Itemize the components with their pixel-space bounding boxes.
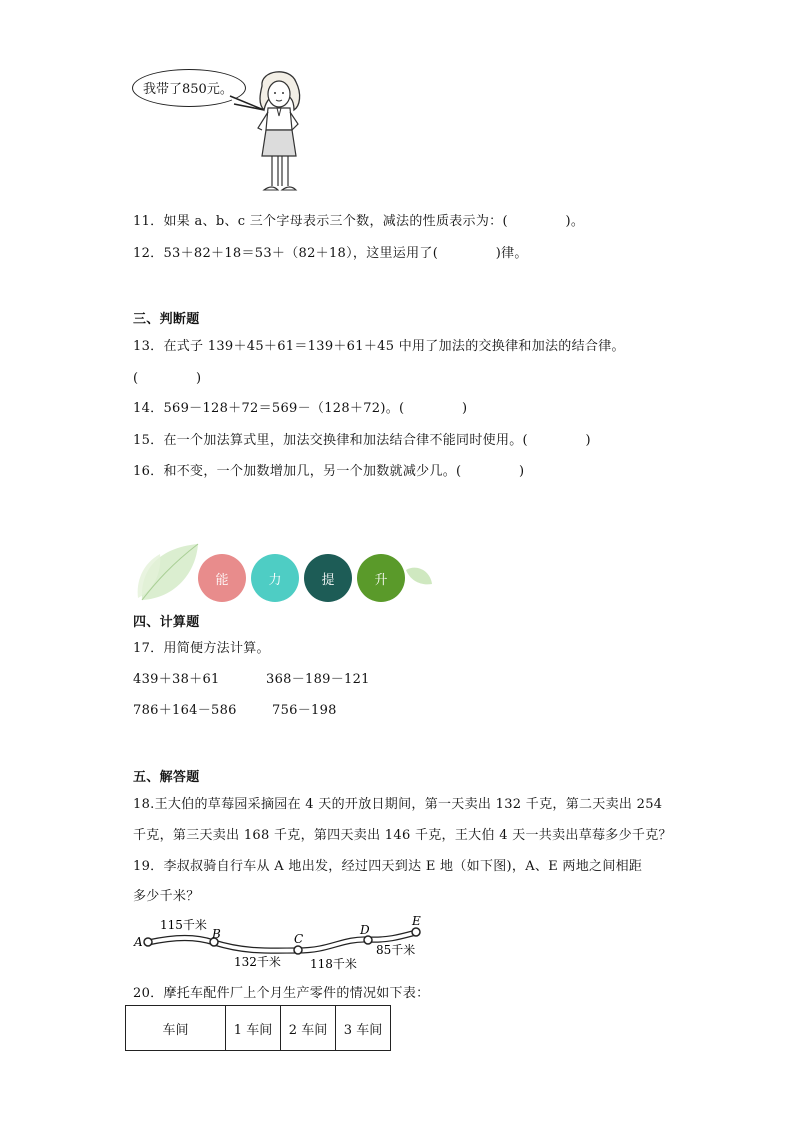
question-15: 15．在一个加法算式里，加法交换律和加法结合律不能同时使用。( ) — [133, 433, 591, 448]
question-17: 17．用简便方法计算。 — [133, 641, 270, 656]
question-20: 20．摩托车配件厂上个月生产零件的情况如下表： — [133, 986, 430, 1001]
question-12: 12．53＋82＋18＝53＋（82＋18），这里运用了( )律。 — [133, 246, 528, 261]
question-16: 16．和不变，一个加数增加几，另一个加数就减少几。( ) — [133, 464, 525, 479]
question-14: 14．569－128＋72＝569－（128＋72)。( ) — [133, 401, 468, 416]
route-point-a — [144, 938, 152, 946]
route-segment-de: 85千米 — [376, 943, 416, 957]
speech-bubble-text: 我带了850元。 — [143, 82, 233, 97]
route-label-c: C — [294, 932, 304, 946]
question-19-line-1: 19．李叔叔骑自行车从 A 地出发，经过四天到达 E 地（如下图)，A、E 两地之间相距 — [133, 859, 643, 874]
production-table — [125, 1005, 391, 1051]
route-point-e — [412, 928, 420, 936]
calc-item-1: 439＋38＋61 — [133, 672, 220, 687]
table-header-cell: 3 车间 — [336, 1006, 391, 1051]
route-diagram — [126, 910, 436, 976]
question-18-line-2: 千克，第三天卖出 168 千克，第四天卖出 146 千克，王大伯 4 天一共卖出草莓多少千克？ — [133, 828, 672, 843]
route-segment-ab: 115千米 — [160, 918, 207, 932]
question-13: 13．在式子 139＋45＋61＝139＋61＋45 中用了加法的交换律和加法的结合律。 — [133, 339, 625, 354]
banner-circle-1: 能 — [198, 554, 246, 602]
route-label-e: E — [412, 914, 421, 928]
banner-circle-2: 力 — [251, 554, 299, 602]
calc-item-3: 786＋164－586 — [133, 703, 237, 718]
banner-circle-3: 提 — [304, 554, 352, 602]
question-11: 11．如果 a、b、c 三个字母表示三个数，减法的性质表示为：( )。 — [133, 214, 585, 229]
route-segment-cd: 118千米 — [310, 957, 357, 971]
route-point-c — [294, 946, 302, 954]
calc-item-2: 368－189－121 — [266, 672, 370, 687]
leaf-decoration-icon — [136, 542, 206, 604]
small-leaf-icon — [404, 564, 434, 588]
table-header-cell: 1 车间 — [226, 1006, 281, 1051]
route-label-a: A — [134, 935, 143, 949]
girl-illustration — [250, 64, 310, 200]
route-segment-bc: 132千米 — [234, 955, 281, 969]
section-word-problems-heading: 五、解答题 — [133, 770, 200, 785]
table-header-cell: 2 车间 — [281, 1006, 336, 1051]
question-13-answer-parens: ( ) — [133, 371, 202, 386]
banner-circle-4: 升 — [357, 554, 405, 602]
route-label-b: B — [212, 927, 221, 941]
calc-item-4: 756－198 — [272, 703, 337, 718]
route-point-d — [364, 936, 372, 944]
section-calculation-heading: 四、计算题 — [133, 615, 200, 630]
section-judgement-heading: 三、判断题 — [133, 312, 200, 327]
question-19-line-2: 多少千米？ — [133, 889, 200, 904]
table-row — [126, 1006, 391, 1051]
table-header-cell: 车间 — [126, 1006, 226, 1051]
route-label-d: D — [360, 923, 370, 937]
question-18-line-1: 18.王大伯的草莓园采摘园在 4 天的开放日期间，第一天卖出 132 千克，第二天卖出 254 — [133, 797, 663, 812]
